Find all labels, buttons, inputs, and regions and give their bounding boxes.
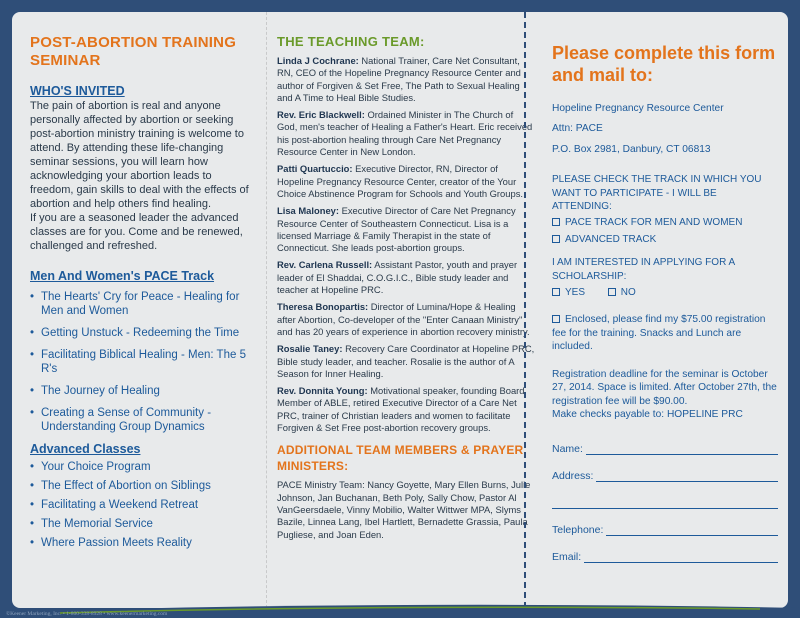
- track-prompt: PLEASE CHECK THE TRACK IN WHICH YOU WANT TO PARTICIPATE - I WILL BE ATTENDING:: [552, 174, 762, 213]
- form-title: Please complete this form and mail to:: [552, 43, 776, 85]
- list-item: • Facilitating a Weekend Retreat: [30, 498, 258, 512]
- seasoned-text: If you are a seasoned leader the advanced classes are for you. Come and be renewed, challenged and refreshed.: [30, 212, 243, 252]
- additional-members-heading: ADDITIONAL TEAM MEMBERS & PRAYER MINISTERS:: [277, 443, 524, 473]
- team-member: Rev. Carlena Russell: Assistant Pastor, youth and prayer leader of El Shaddai, C.O.G.I.C., Bible study leader and teacher at Hopeline PRC.: [277, 259, 518, 296]
- team-member: Rev. Eric Blackwell: Ordained Minister in The Church of God, men's teacher of Healing a Father's Heart. Eric received his post-abortion healing through Care Net Pregnancy Resource Center in New London.: [277, 109, 533, 158]
- list-item: • Where Passion Meets Reality: [30, 536, 258, 550]
- brochure-sheet: [12, 12, 788, 608]
- additional-members-text: PACE Ministry Team: Nancy Goyette, Mary Ellen Burns, Julie Johnson, Jan Buchanan, Beth Poly, Sally Chow, Pastor Al VanGeersdaele, Vinny Mobilio, Walter Wittwer MPA, Slyms Bazile, Linnea Lang, Ibel Hartlett, Bernadette Grassia, Paula Pugliese, and Joan Eden.: [277, 479, 531, 540]
- checkbox[interactable]: [552, 235, 560, 243]
- list-item: • Your Choice Program: [30, 460, 258, 474]
- team-member: Patti Quartuccio: Executive Director, RN, Director of Hopeline Pregnancy Resource Center, creator of the Your Choice Abstinence Program for Schools and Youth Groups.: [277, 163, 523, 199]
- panel-seminar-info: [12, 12, 266, 608]
- team-member: Rosalie Taney: Recovery Care Coordinator at Hopeline PRC, Bible study leader, and teacher. Rosalie is the author of A Season for Inner Healing.: [277, 343, 535, 379]
- checkbox[interactable]: [608, 288, 616, 296]
- list-item: • Getting Unstuck - Redeeming the Time: [30, 326, 258, 340]
- no-option[interactable]: NO: [608, 287, 636, 298]
- mail-address: Hopeline Pregnancy Resource Center Attn: PACE P.O. Box 2981, Danbury, CT 06813: [552, 103, 724, 155]
- list-item: • Creating a Sense of Community - Understanding Group Dynamics: [30, 406, 258, 434]
- pace-track-option[interactable]: PACE TRACK FOR MEN AND WOMEN: [552, 216, 778, 229]
- advanced-classes-list: [30, 460, 258, 550]
- scholarship-options: [552, 286, 778, 299]
- pace-track-heading: Men And Women's PACE Track: [30, 269, 215, 283]
- panel-registration-form: [542, 12, 788, 608]
- team-member: Rev. Donnita Young: Motivational speaker, founding Board Member of ABLE, retired Executive Director of a Care Net PRC, trainer of Christian leaders and women to facilitate Forgiven & Set Free post-abortion recovery groups.: [277, 385, 525, 434]
- tear-off-line: [524, 12, 526, 608]
- team-member: Lisa Maloney: Executive Director of Care Net Pregnancy Resource Center of Southeastern Connecticut. Lisa is a licensed Marriage & Family Therapist in the state of Connecticut. She leads post-abortion groups.: [277, 205, 516, 254]
- list-item: • The Journey of Healing: [30, 384, 258, 398]
- advanced-classes-heading: Advanced Classes: [30, 442, 141, 456]
- checkbox[interactable]: [552, 315, 560, 323]
- footer-credit: ©Keener Marketing, Inc. • 1-800-338-8928 • www.keenermarketing.com: [6, 611, 168, 617]
- team-member: Linda J Cochrane: National Trainer, Care Net Consultant, RN, CEO of the Hopeline Pregnancy Resource Center and author of Forgiven & Set Free, The Path to Sexual Healing and A Time to Heal Bible Studies.: [277, 55, 521, 103]
- enclosed-fee[interactable]: Enclosed, please find my $75.00 registration fee for the training. Snacks and Lunch are included.: [552, 314, 766, 353]
- deadline-text: Registration deadline for the seminar is October 27, 2014. Space is limited. After October 27th, the registration fee will be $90.00.: [552, 368, 777, 407]
- seminar-title: POST-ABORTION TRAINING SEMINAR: [30, 34, 237, 69]
- telephone-field[interactable]: Telephone:: [552, 520, 778, 536]
- list-item: • The Hearts' Cry for Peace - Healing for Men and Women: [30, 290, 258, 318]
- address-field[interactable]: Address:: [552, 466, 778, 482]
- list-item: • The Effect of Abortion on Siblings: [30, 479, 258, 493]
- team-member: Theresa Bonopartis: Director of Lumina/Hope & Healing after Abortion, Co-developer of the "Enter Canaan Ministry" and has 20 years of experience in abortion recovery ministry.: [277, 301, 530, 337]
- checks-payable: Make checks payable to: HOPELINE PRC: [552, 408, 743, 420]
- checkbox[interactable]: [552, 288, 560, 296]
- checkbox[interactable]: [552, 218, 560, 226]
- advanced-track-option[interactable]: ADVANCED TRACK: [552, 233, 778, 246]
- panel-teaching-team: [266, 12, 542, 608]
- name-field[interactable]: Name:: [552, 439, 778, 455]
- whos-invited-heading: WHO'S INVITED: [30, 84, 125, 98]
- yes-option[interactable]: YES: [552, 287, 585, 298]
- list-item: • Facilitating Biblical Healing - Men: The 5 R's: [30, 348, 258, 376]
- invited-text: The pain of abortion is real and anyone personally affected by abortion or seeking post-abortion ministry training is welcome to attend. By attending these life-changing seminar sessions, you will learn how acknowledging your abortion leads to freedom, gain skills to deal with the effects of abortion and help others find healing.: [30, 100, 249, 210]
- email-field[interactable]: Email:: [552, 547, 778, 563]
- address-line-2[interactable]: [552, 493, 778, 509]
- scholarship-prompt: I AM INTERESTED IN APPLYING FOR A SCHOLARSHIP:: [552, 257, 735, 282]
- teaching-team-heading: THE TEACHING TEAM:: [277, 34, 425, 49]
- pace-track-list: [30, 290, 258, 434]
- list-item: • The Memorial Service: [30, 517, 258, 531]
